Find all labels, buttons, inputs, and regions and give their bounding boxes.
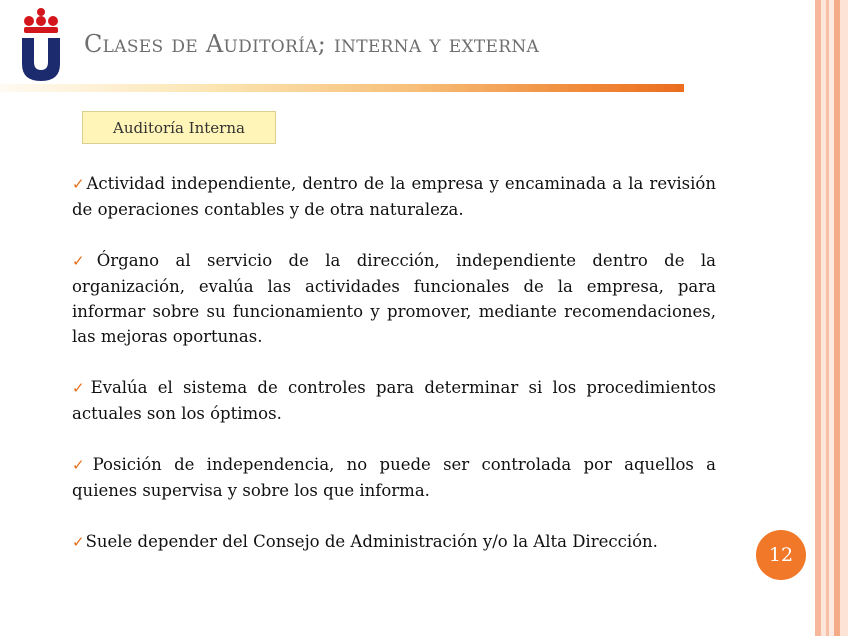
bullet-text: Suele depender del Consejo de Administración y/o la Alta Dirección.: [85, 532, 658, 551]
bullet-text: Órgano al servicio de la dirección, independiente dentro de la organización, evalúa las actividades funcionales de la empresa, para informar sobre su funcionamiento y promover, mediante recomendaciones, las mejoras oportunas.: [72, 251, 716, 346]
checkmark-icon: ✓: [72, 533, 85, 551]
bullet-paragraph: [72, 248, 716, 349]
page-number-badge: 12: [756, 530, 806, 580]
bullet-text: Evalúa el sistema de controles para determinar si los procedimientos actuales son los óptimos.: [72, 378, 716, 423]
slide-title: Clases de Auditoría; interna y externa: [84, 30, 540, 58]
checkmark-icon: ✓: [72, 252, 96, 270]
bullet-text: Actividad independiente, dentro de la empresa y encaminada a la revisión de operaciones contables y de otra naturaleza.: [72, 174, 716, 219]
section-tag: Auditoría Interna: [82, 111, 276, 144]
bullet-paragraph: [72, 529, 716, 555]
decorative-border: [812, 0, 848, 636]
checkmark-icon: ✓: [72, 456, 92, 474]
checkmark-icon: ✓: [72, 175, 86, 193]
bullet-paragraph: [72, 375, 716, 426]
bullet-text: Posición de independencia, no puede ser controlada por aquellos a quienes supervisa y sobre los que informa.: [72, 455, 717, 500]
title-underline: [0, 84, 684, 92]
content-body: [72, 171, 716, 581]
bullet-paragraph: [72, 171, 716, 222]
bullet-paragraph: [72, 452, 716, 503]
checkmark-icon: ✓: [72, 379, 90, 397]
university-logo: [18, 6, 64, 82]
